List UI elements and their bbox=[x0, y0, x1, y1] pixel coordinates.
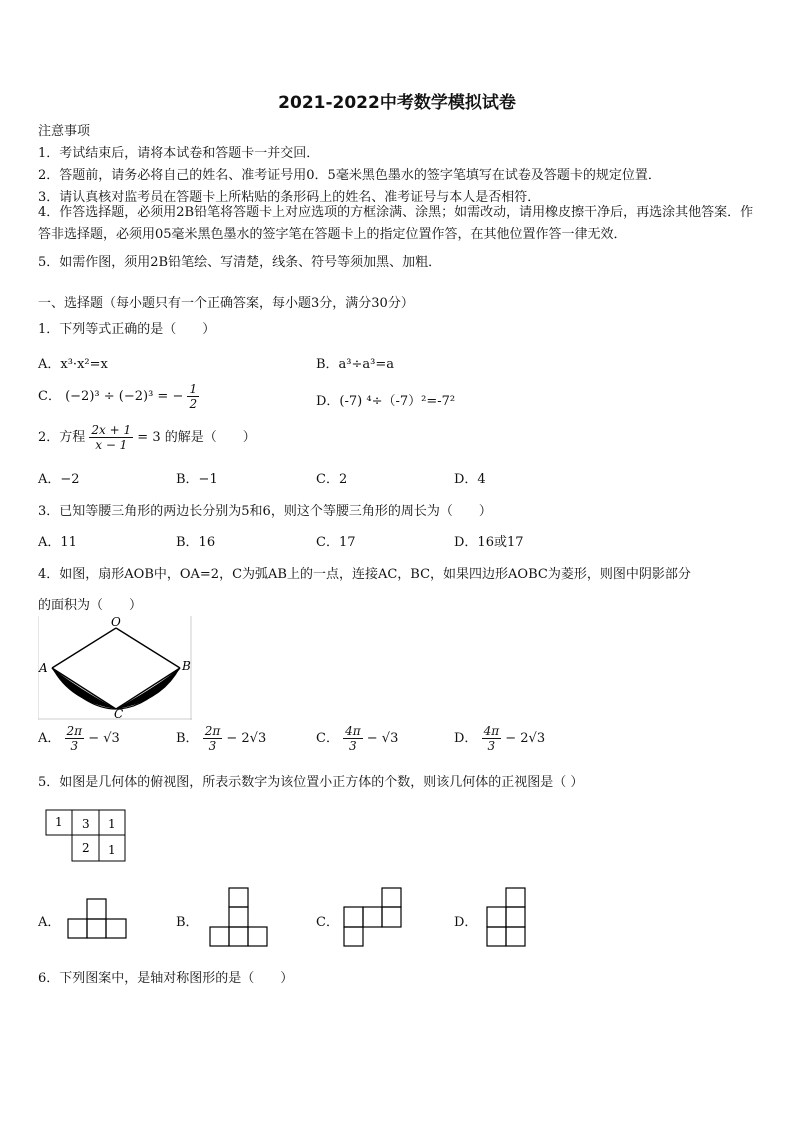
q1-stem: 1．下列等式正确的是（ ） bbox=[38, 322, 216, 337]
q4-c-tail: − √3 bbox=[366, 731, 399, 746]
q2-suffix: 的解是（ ） bbox=[164, 430, 256, 445]
front-view-b bbox=[208, 887, 270, 948]
front-view-d bbox=[485, 887, 527, 948]
q4-b-tail: − 2√3 bbox=[226, 731, 267, 746]
q4-b-label: B． bbox=[176, 731, 199, 746]
exam-title: 2021-2022中考数学模拟试卷 bbox=[278, 93, 516, 113]
grid-cell-r1c1: 1 bbox=[55, 815, 63, 829]
q6-stem: 6．下列图案中，是轴对称图形的是（ ） bbox=[38, 971, 294, 986]
q4-b-fraction bbox=[203, 724, 223, 753]
q3-option-d: D．16或17 bbox=[454, 535, 524, 550]
q1-option-b: B．a³÷a³=a bbox=[316, 357, 395, 372]
notice-item-4: 4．作答选择题，必须用2B铅笔将答题卡上对应选项的方框涂满、涂黑；如需改动，请用橡皮擦干净后，再选涂其他答案．作答非选择题，必须用05毫米黑色墨水的签字笔在答题卡上的指定位置作答，在其他位置作答一律无效． bbox=[38, 205, 754, 242]
q4-figure bbox=[38, 616, 192, 720]
notice-item-2: 2．答题前，请务必将自己的姓名、准考证号用0．5毫米黑色墨水的签字笔填写在试卷及答题卡的规定位置． bbox=[38, 168, 661, 183]
q4-c-label: C． bbox=[316, 731, 339, 746]
q4-d-numerator: 4π bbox=[483, 724, 500, 738]
q4-option-c bbox=[316, 724, 398, 753]
q1-c-denominator: 2 bbox=[189, 397, 198, 411]
q4-c-denominator: 3 bbox=[349, 739, 357, 753]
q4-d-label: D． bbox=[454, 731, 478, 746]
q2-option-d: D．4 bbox=[454, 472, 486, 487]
q5-option-a-figure bbox=[67, 898, 129, 940]
notice-item-3: 3．请认真核对监考员在答题卡上所粘贴的条形码上的姓名、准考证号与本人是否相符． bbox=[38, 190, 541, 205]
notice-heading: 注意事项 bbox=[38, 124, 91, 139]
q2-numerator: 2x + 1 bbox=[91, 423, 132, 437]
q1-option-c bbox=[38, 382, 199, 411]
q5-option-b-label: B． bbox=[176, 915, 199, 930]
section-heading: 一、选择题（每小题只有一个正确答案，每小题3分，满分30分） bbox=[38, 296, 414, 311]
q1-option-c-fraction bbox=[187, 382, 199, 411]
q5-option-d-label: D． bbox=[454, 915, 478, 930]
q4-a-label: A． bbox=[38, 731, 61, 746]
q2-option-c: C．2 bbox=[316, 472, 348, 487]
q4-c-fraction bbox=[343, 724, 363, 753]
q2-equals: = 3 bbox=[137, 430, 161, 445]
q3-option-b: B．16 bbox=[176, 535, 216, 550]
q4-d-fraction bbox=[482, 724, 502, 753]
notice-item-5: 5．如需作图，须用2B铅笔绘、写清楚，线条、符号等须加黑、加粗． bbox=[38, 255, 442, 270]
q2-option-a: A．−2 bbox=[38, 472, 80, 487]
notice-item-1: 1．考试结束后，请将本试卷和答题卡一并交回． bbox=[38, 146, 320, 161]
q4-d-tail: − 2√3 bbox=[505, 731, 546, 746]
q4-option-b bbox=[176, 724, 266, 753]
label-c: C bbox=[114, 707, 124, 720]
q5-option-c-label: C． bbox=[316, 915, 339, 930]
top-view-grid bbox=[45, 809, 127, 863]
q5-option-b-figure bbox=[208, 887, 270, 948]
q1-option-c-label: C． bbox=[38, 389, 61, 404]
q4-a-numerator: 2π bbox=[66, 724, 83, 738]
label-a: A bbox=[39, 661, 48, 675]
grid-cell-r1c3: 1 bbox=[108, 817, 116, 831]
front-view-c bbox=[342, 887, 404, 948]
grid-cell-r2c1: 2 bbox=[82, 841, 90, 855]
grid-cell-r1c2: 3 bbox=[82, 817, 90, 831]
q4-c-numerator: 4π bbox=[345, 724, 361, 738]
q4-b-denominator: 3 bbox=[208, 739, 217, 753]
q3-option-a: A．11 bbox=[38, 535, 77, 550]
q4-b-numerator: 2π bbox=[204, 724, 221, 738]
q5-stem: 5．如图是几何体的俯视图，所表示数字为该位置小正方体的个数，则该几何体的正视图是（ ） bbox=[38, 775, 584, 790]
q1-c-numerator: 1 bbox=[189, 382, 198, 396]
q2-prefix: 2．方程 bbox=[38, 430, 86, 445]
q3-stem: 3．已知等腰三角形的两边长分别为5和6，则这个等腰三角形的周长为（ ） bbox=[38, 504, 492, 519]
q4-stem-line2: 的面积为（ ） bbox=[38, 598, 143, 613]
q4-a-fraction bbox=[65, 724, 85, 753]
q3-option-c: C．17 bbox=[316, 535, 356, 550]
grid-cell-r2c2: 1 bbox=[108, 843, 116, 857]
q4-option-d bbox=[454, 724, 545, 753]
q1-option-a: A．x³·x²=x bbox=[38, 357, 108, 372]
label-o: O bbox=[111, 616, 121, 629]
q4-a-tail: − √3 bbox=[88, 731, 120, 746]
q5-option-a-label: A． bbox=[38, 915, 61, 930]
sector-diagram bbox=[38, 616, 192, 720]
q5-option-d-figure bbox=[485, 887, 527, 948]
q2-stem bbox=[38, 423, 256, 452]
q5-option-c-figure bbox=[342, 887, 404, 948]
q2-fraction bbox=[89, 423, 133, 452]
front-view-a bbox=[67, 898, 129, 940]
q4-stem-line1: 4．如图，扇形AOB中，OA=2，C为弧AB上的一点，连接AC，BC，如果四边形AOBC为菱形，则图中阴影部分 bbox=[38, 567, 691, 582]
q1-option-d: D．(-7) ⁴÷（-7）²=-7² bbox=[316, 394, 456, 409]
q5-top-view bbox=[45, 809, 127, 863]
q4-d-denominator: 3 bbox=[487, 739, 496, 753]
q2-denominator: x − 1 bbox=[95, 438, 128, 452]
q4-a-denominator: 3 bbox=[70, 739, 79, 753]
q2-option-b: B．−1 bbox=[176, 472, 218, 487]
label-b: B bbox=[182, 659, 191, 673]
q1-option-c-expr: (−2)³ ÷ (−2)³ = − bbox=[65, 389, 184, 404]
q4-option-a bbox=[38, 724, 120, 753]
